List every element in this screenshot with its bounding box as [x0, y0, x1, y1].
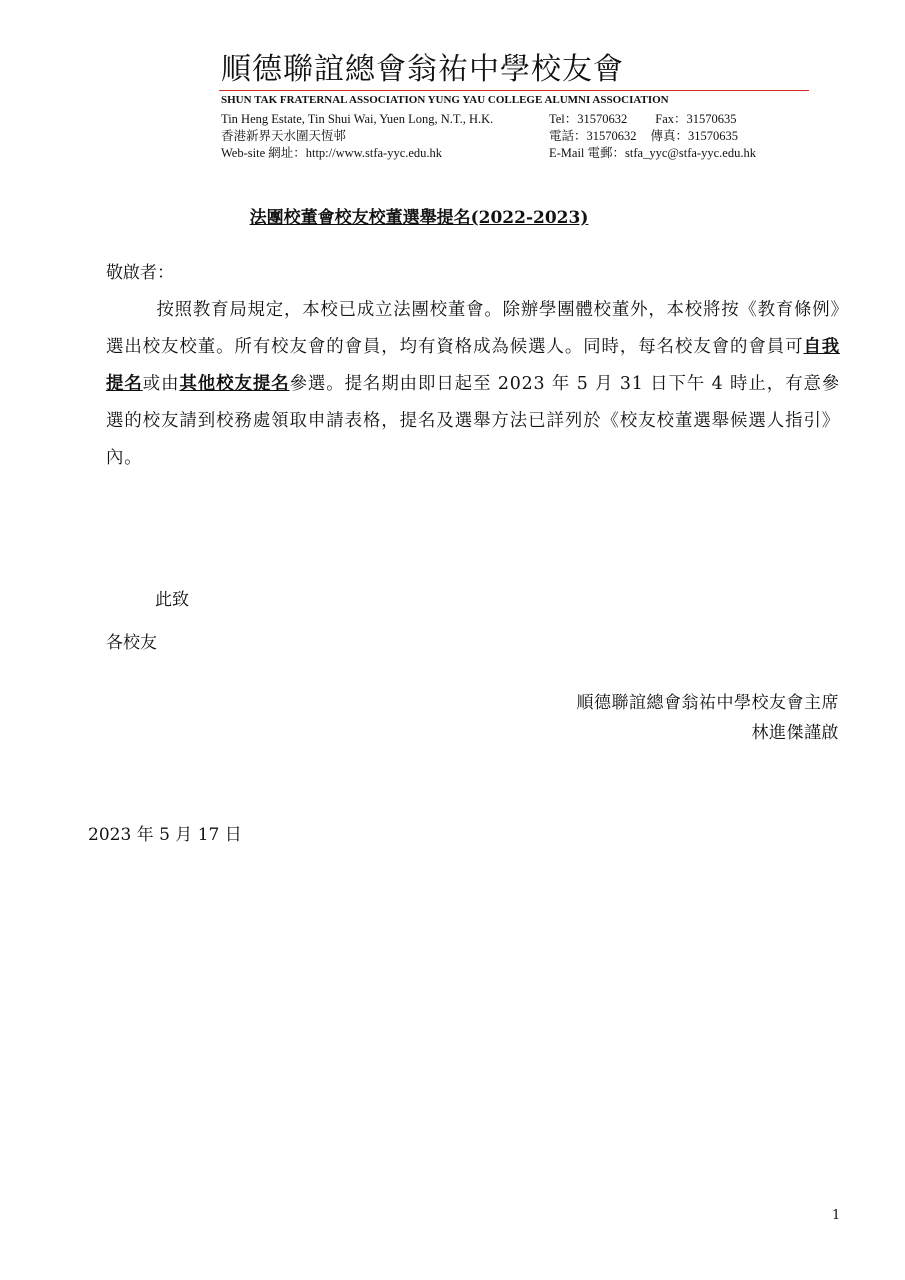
website-link[interactable]: Web-site 網址：http://www.stfa-yyc.edu.hk — [221, 146, 443, 160]
phone-zh-row — [549, 128, 756, 145]
letterhead-title-en: SHUN TAK FRATERNAL ASSOCIATION YUNG YAU COLLEGE ALUMNI ASSOCIATION — [221, 94, 669, 106]
fax-zh: 傳真：31570635 — [650, 129, 739, 143]
signer-name: 林進傑謹啟 — [751, 723, 839, 743]
address-zh: 香港新界天水圍天恆邨 — [221, 129, 347, 143]
letter-date: 2023 年 5 月 17 日 — [88, 825, 242, 845]
page-number: 1 — [832, 1208, 841, 1223]
email-link[interactable]: E-Mail 電郵：stfa_yyc@stfa-yyc.edu.hk — [549, 146, 756, 160]
address-en: Tin Heng Estate, Tin Shui Wai, Yuen Long, N.T., H.K. — [221, 112, 494, 126]
contact-address-block — [221, 111, 493, 162]
fax-en: Fax：31570635 — [655, 112, 737, 126]
tel-en: Tel：31570632 — [549, 112, 628, 126]
body-text-part3: 參選。提名期由即日起至 2023 年 5 月 31 日下午 4 時止，有意參選的校友請到校務處領取申請表格，提名及選舉方法已詳列於《校友校董選舉候選人指引》內。 — [106, 374, 840, 468]
letterhead-divider — [219, 90, 809, 91]
letterhead-title-zh: 順德聯誼總會翁祐中學校友會 — [221, 52, 624, 87]
body-text-part2: 或由 — [142, 374, 180, 394]
body-text-part1: 按照教育局規定，本校已成立法團校董會。除辦學團體校董外，本校將按《教育條例》選出校友校董。所有校友會的會員，均有資格成為候選人。同時，每名校友會的會員可 — [106, 300, 840, 357]
body-paragraph — [106, 292, 840, 477]
tel-zh: 電話：31570632 — [549, 129, 637, 143]
phone-en-row — [549, 111, 756, 128]
closing-line-2: 各校友 — [106, 633, 157, 653]
document-title: 法團校董會校友校董選舉提名(2022-2023) — [249, 208, 589, 228]
closing-line-1: 此致 — [155, 590, 189, 610]
signer-organization: 順德聯誼總會翁祐中學校友會主席 — [576, 693, 839, 713]
body-emphasis-self-nomination: 自我提名 — [106, 337, 840, 394]
salutation: 敬啟者： — [106, 263, 174, 283]
body-emphasis-alumni-nomination: 其他校友提名 — [179, 374, 290, 394]
contact-phone-block — [549, 111, 756, 162]
